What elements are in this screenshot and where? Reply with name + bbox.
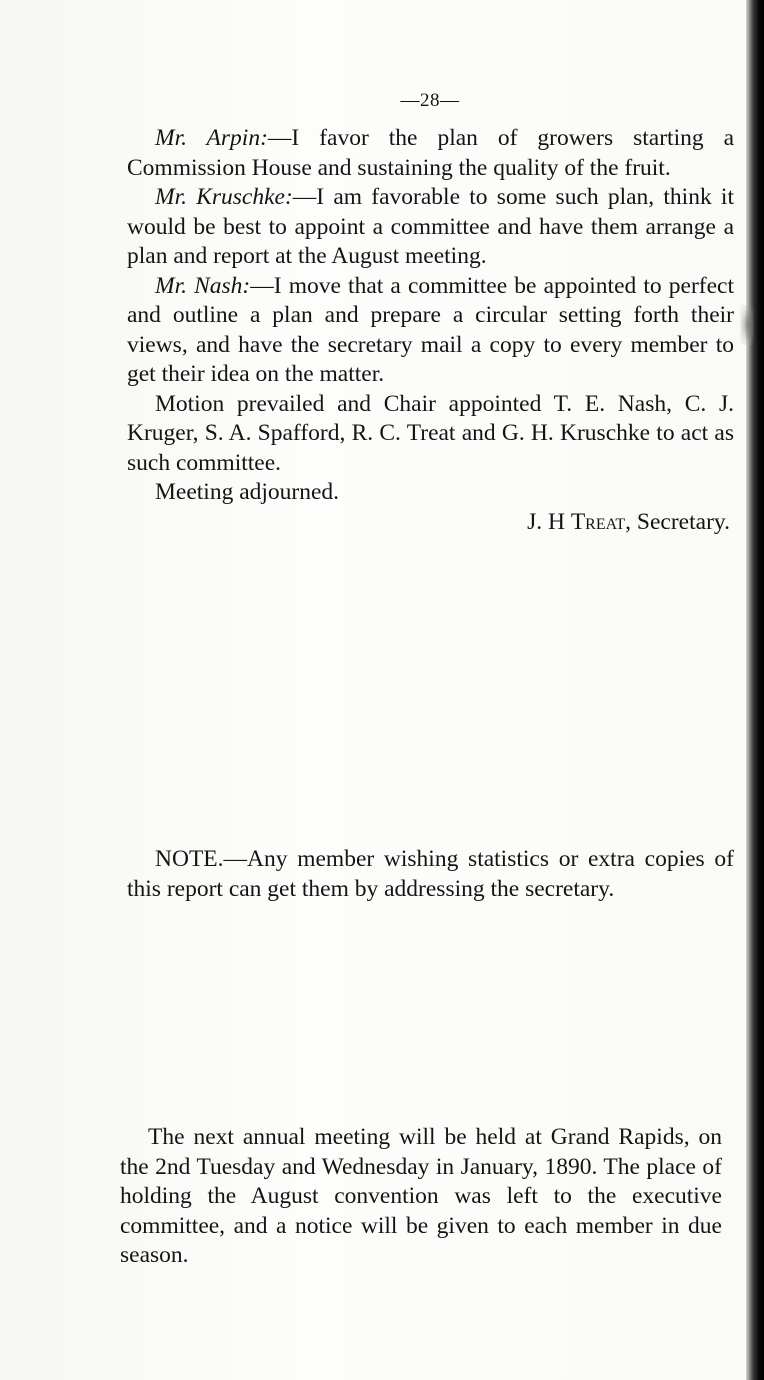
signature-initials: J. H [527, 508, 571, 535]
speaker-nash: Mr. Nash: [155, 272, 251, 299]
speaker-arpin: Mr. Arpin: [155, 125, 268, 151]
statement-nash: —I move that a committee be appointed to perfect and outline a plan and prepare a circular setting forth their views, and have the secretary mail a copy to every member to get their idea on the matter. [127, 272, 734, 387]
signature-title: , Secretary. [625, 508, 730, 535]
motion-paragraph: Motion prevailed and Chair appointed T. E. Nash, C. J. Kruger, S. A. Spafford, R. C. Treat and G. H. Kruschke to act as such committee. [127, 390, 734, 476]
paragraph-nash [127, 272, 734, 390]
signature-surname: Treat [570, 508, 626, 535]
paragraph-arpin [127, 124, 734, 183]
page-number: —28— [400, 90, 460, 111]
announcement-block [120, 1123, 722, 1271]
minutes-block [127, 124, 734, 537]
statement-kruschke: —I am favorable to some such plan, think it would be best to appoint a committee and have them arrange a plan and report at the August meeting. [127, 184, 734, 269]
page-edge-shadow [746, 0, 764, 1380]
note-paragraph: NOTE.—Any member wishing statistics or extra copies of this report can get them by addressing the secretary. [127, 846, 734, 902]
secretary-signature [127, 508, 734, 538]
adjourned-line: Meeting adjourned. [155, 479, 340, 505]
announcement-paragraph: The next annual meeting will be held at Grand Rapids, on the 2nd Tuesday and Wednesday in January, 1890. The place of holding the August convention was left to the executive committee, and a notice will be given to each member in due season. [120, 1124, 722, 1268]
note-block [127, 845, 734, 904]
speaker-kruschke: Mr. Kruschke: [155, 184, 293, 210]
page-edge-smudge [740, 305, 754, 345]
statement-arpin: —I favor the plan of growers starting a Commission House and sustaining the quality of the fruit. [127, 125, 734, 181]
paragraph-kruschke [127, 183, 734, 272]
